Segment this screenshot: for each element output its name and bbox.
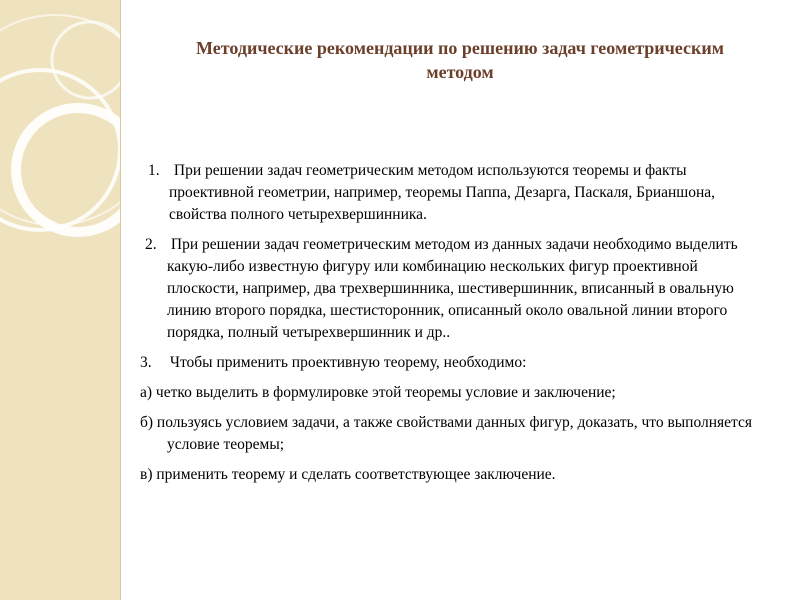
sub-item-b: б) пользуясь условием задачи, а также свойствами данных фигур, доказать, что выполняется условие теоремы;	[140, 414, 753, 453]
decorative-side-band	[0, 0, 121, 600]
list-item-1-text: При решении задач геометрическим методом используются теоремы и факты проективной геометрии, например, теоремы Паппа, Дезарга, Паскаля, Брианшона, свойства полного четырехвершинника.	[169, 162, 716, 223]
list-item-2-number: 2.	[145, 236, 157, 253]
list-item-3	[140, 352, 765, 374]
slide-title-line-2: методом	[426, 62, 494, 82]
list-item-2	[140, 234, 765, 344]
list-item-3-text: Чтобы применить проективную теорему, необходимо:	[169, 354, 527, 371]
slide-body	[140, 160, 765, 494]
list-item-3-number: 3.	[140, 354, 152, 371]
slide-title-line-1: Методические рекомендации по решению задач геометрическим	[196, 38, 724, 58]
decorative-circles-graphic	[0, 0, 120, 600]
sub-item-a: а) четко выделить в формулировке этой теоремы условие и заключение;	[140, 384, 616, 401]
list-item-2-text: При решении задач геометрическим методом из данных задачи необходимо выделить какую-либо известную фигуру или комбинацию нескольких фигур проективной плоскости, например, два трехвершинника, шестивершинник, вписанный в овальную линию второго порядка, шестисторонник, описанный около овальной линии второго порядка, полный четырехвершинник и др..	[167, 236, 738, 341]
list-item-1-number: 1.	[148, 162, 160, 179]
slide-title	[150, 36, 770, 84]
list-item-1	[142, 160, 765, 226]
sub-item-c: в) применить теорему и сделать соответствующее заключение.	[140, 466, 556, 483]
